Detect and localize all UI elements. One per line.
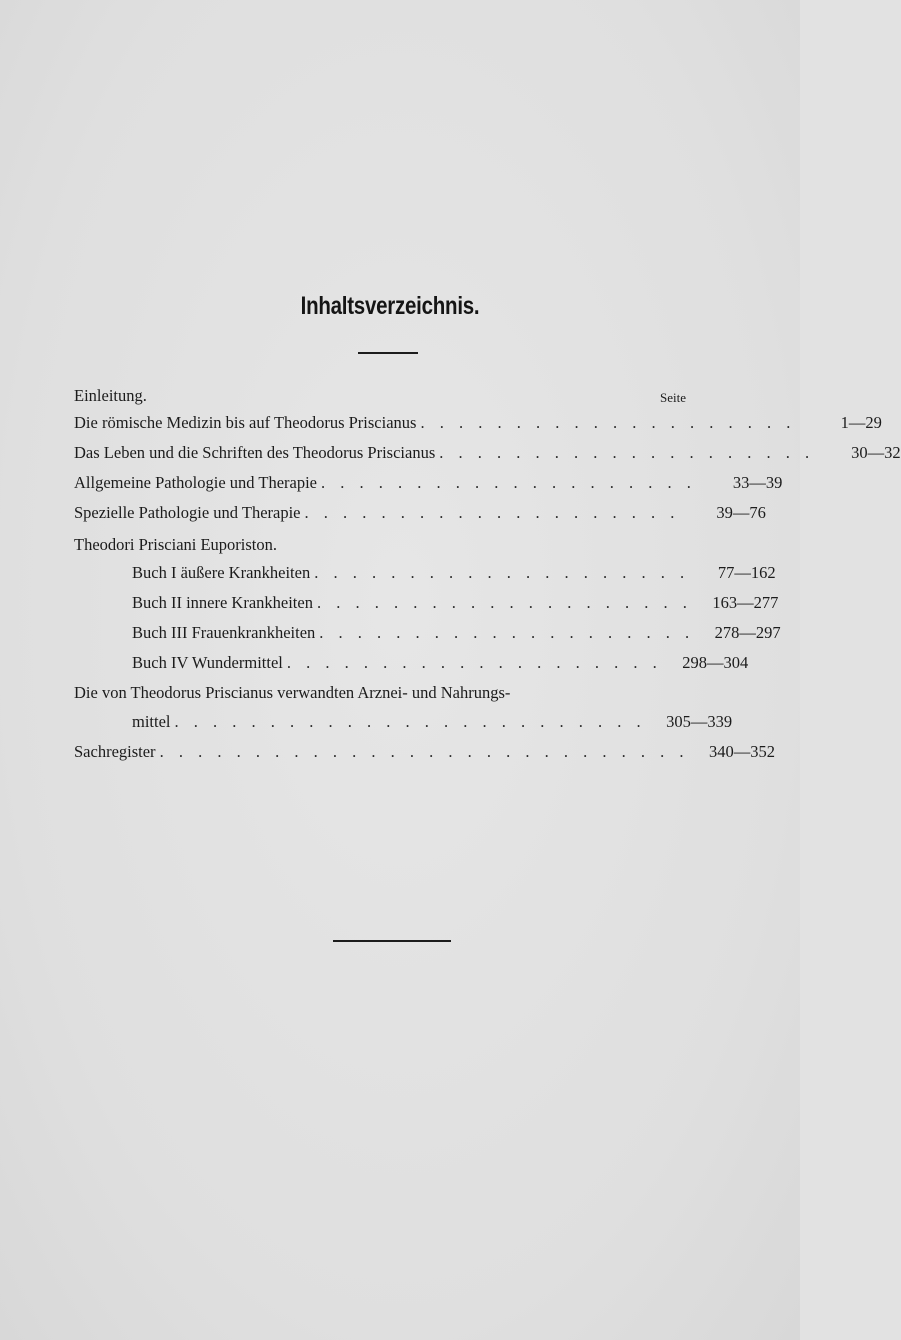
toc-entry — [132, 593, 779, 617]
toc-entry-pages: 30—32 — [851, 443, 901, 462]
toc-entry-label: Das Leben und die Schriften des Theodorus Priscianus — [74, 443, 436, 462]
toc-entry-label: Die römische Medizin bis auf Theodorus Priscianus — [74, 413, 417, 432]
leader-dots: . . . . . . . . . . . . . . . . . . . . — [319, 623, 695, 642]
toc-entry-pages: 278—297 — [714, 623, 781, 642]
euporiston-heading: Theodori Prisciani Euporiston. — [74, 535, 278, 554]
toc-entry-pages: 33—39 — [732, 473, 783, 492]
toc-entry-pages: 77—162 — [717, 563, 776, 582]
title-divider — [358, 352, 418, 354]
toc-entry-pages: 305—339 — [666, 712, 733, 731]
toc-entry — [132, 653, 749, 677]
toc-entry-pages: 298—304 — [682, 653, 749, 672]
toc-entry — [132, 623, 781, 647]
leader-dots: . . . . . . . . . . . . . . . . . . . . — [314, 563, 690, 582]
toc-entry-label-line1: Die von Theodorus Priscianus verwandten Arznei- und Nahrungs- — [74, 683, 511, 702]
toc-entry-label: mittel — [132, 712, 171, 731]
toc-entry — [74, 413, 882, 437]
toc-entry-pages: 163—277 — [712, 593, 779, 612]
toc-entry — [74, 473, 783, 497]
leader-dots: . . . . . . . . . . . . . . . . . . . . — [316, 593, 693, 612]
closing-divider — [333, 940, 451, 942]
intro-heading: Einleitung. — [74, 386, 147, 405]
leader-dots: . . . . . . . . . . . . . . . . . . . . . . . . . — [174, 712, 647, 731]
toc-entry-label: Sachregister — [74, 742, 156, 761]
leader-dots: . . . . . . . . . . . . . . . . . . . . — [439, 443, 815, 462]
toc-entry-pages: 1—29 — [840, 413, 882, 432]
leader-dots: . . . . . . . . . . . . . . . . . . . . . . . . . . . . — [159, 742, 689, 761]
page-title: Inhaltsverzeichnis. — [300, 292, 480, 320]
toc-entry-label: Buch I äußere Krankheiten — [132, 563, 311, 582]
toc-entry-label: Buch III Frauenkrankheiten — [132, 623, 316, 642]
toc-entry-label: Spezielle Pathologie und Therapie — [74, 503, 301, 522]
toc-entry — [132, 563, 776, 587]
toc-entry-pages: 39—76 — [716, 503, 766, 522]
leader-dots: . . . . . . . . . . . . . . . . . . . . — [321, 473, 697, 492]
toc-entry-label: Buch IV Wundermittel — [132, 653, 283, 672]
toc-entry-label: Buch II innere Krankheiten — [132, 593, 313, 612]
toc-entry-pages: 340—352 — [708, 742, 775, 761]
leader-dots: . . . . . . . . . . . . . . . . . . . . — [286, 653, 663, 672]
toc-entry — [74, 443, 901, 467]
toc-entry-label: Allgemeine Pathologie und Therapie — [74, 473, 318, 492]
toc-entry — [132, 712, 733, 736]
toc-entry — [74, 742, 775, 766]
toc-entry — [74, 503, 766, 527]
seite-label: Seite — [660, 390, 686, 405]
leader-dots: . . . . . . . . . . . . . . . . . . . . — [304, 503, 680, 522]
leader-dots: . . . . . . . . . . . . . . . . . . . . — [420, 413, 796, 432]
